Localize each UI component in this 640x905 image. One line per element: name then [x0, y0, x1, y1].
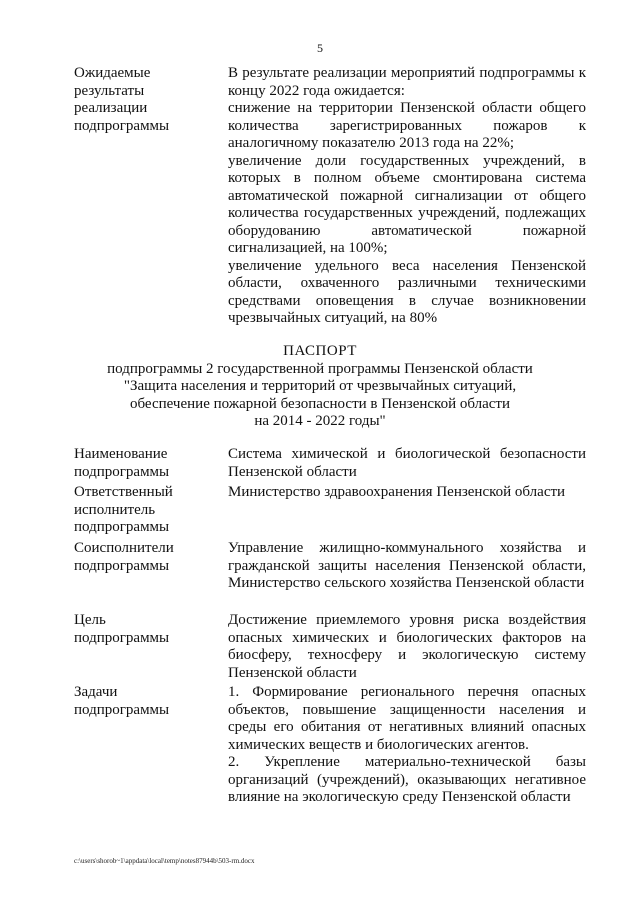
- label-line: подпрограммы: [74, 519, 170, 535]
- label-line: Соисполнители: [74, 540, 174, 556]
- passport-subtitle-line: "Защита населения и территорий от чрезвычайных ситуаций,: [123, 378, 517, 394]
- row-value: [228, 684, 586, 807]
- label-line: Задачи: [74, 684, 118, 700]
- label-line: подпрограммы: [74, 557, 170, 574]
- row-label: [74, 684, 222, 719]
- row-label: [74, 484, 222, 537]
- row-label: [74, 540, 222, 575]
- passport-subtitle-line: подпрограммы 2 государственной программы Пензенской области: [107, 360, 533, 377]
- label-line: Цель: [74, 612, 106, 628]
- paragraph: увеличение доли государственных учреждений, в которых в полном объеме смонтирована система автоматической пожарной сигнализации от общего количества государственных учреждений, подлежащих оборудованию автоматической пожарной сигнализацией, на 100%;: [228, 152, 586, 256]
- paragraph: Достижение приемлемого уровня риска воздействия опасных химических и биологических факторов на биосферу, техносферу и экологическую систему Пензенской области: [228, 612, 586, 681]
- passport-subtitle-line: обеспечение пожарной безопасности в Пензенской области: [130, 395, 510, 412]
- label-line: исполнитель: [74, 501, 156, 518]
- passport-subtitle-line: на 2014 - 2022 годы": [254, 413, 386, 429]
- row-value: [228, 446, 586, 481]
- label-line: подпрограммы: [74, 463, 170, 480]
- paragraph: Министерство здравоохранения Пензенской области: [228, 484, 566, 500]
- paragraph: увеличение удельного веса населения Пензенской области, охваченного различными техническими средствами оповещения в случае возникновении чрезвычайных ситуаций, на 80%: [228, 257, 586, 326]
- label-line: подпрограммы: [74, 701, 170, 718]
- row-label: [74, 446, 222, 481]
- expected-results-text: [228, 65, 586, 328]
- passport-title: [0, 343, 640, 431]
- paragraph: снижение на территории Пензенской области общего количества зарегистрированных пожаров к аналогичному показателю 2013 года на 22%;: [228, 100, 586, 151]
- passport-heading: ПАСПОРТ: [283, 343, 357, 359]
- paragraph: 1. Формирование регионального перечня опасных объектов, повышение защищенности населения и среды его обитания от негативных влияний опасных химических веществ и биологических агентов.: [228, 684, 586, 753]
- expected-results-label: [74, 65, 222, 135]
- label-line: Ответственный: [74, 484, 173, 500]
- page-number: 5: [317, 41, 323, 55]
- label-line: подпрограммы: [74, 629, 170, 646]
- label-line: реализации: [74, 100, 148, 116]
- row-value: [228, 612, 586, 682]
- paragraph: 2. Укрепление материально-технической базы организаций (учреждений), оказывающих негативное влияние на экологическую среду Пензенской области: [228, 754, 586, 805]
- footer-file-path: c:\users\shorob~1\appdata\local\temp\notes87944b\503-rm.docx: [74, 857, 255, 865]
- paragraph: Система химической и биологической безопасности Пензенской области: [228, 446, 586, 480]
- label-line: результаты: [74, 82, 145, 99]
- row-label: [74, 612, 222, 647]
- paragraph: В результате реализации мероприятий подпрограммы к концу 2022 года ожидается:: [228, 65, 586, 99]
- row-value: [228, 484, 586, 502]
- label-line: Наименование: [74, 446, 168, 462]
- paragraph: Управление жилищно-коммунального хозяйства и гражданской защиты населения Пензенской области, Министерство сельского хозяйства Пензенской области: [228, 540, 586, 591]
- label-line: подпрограммы: [74, 117, 170, 134]
- label-line: Ожидаемые: [74, 65, 151, 81]
- row-value: [228, 540, 586, 593]
